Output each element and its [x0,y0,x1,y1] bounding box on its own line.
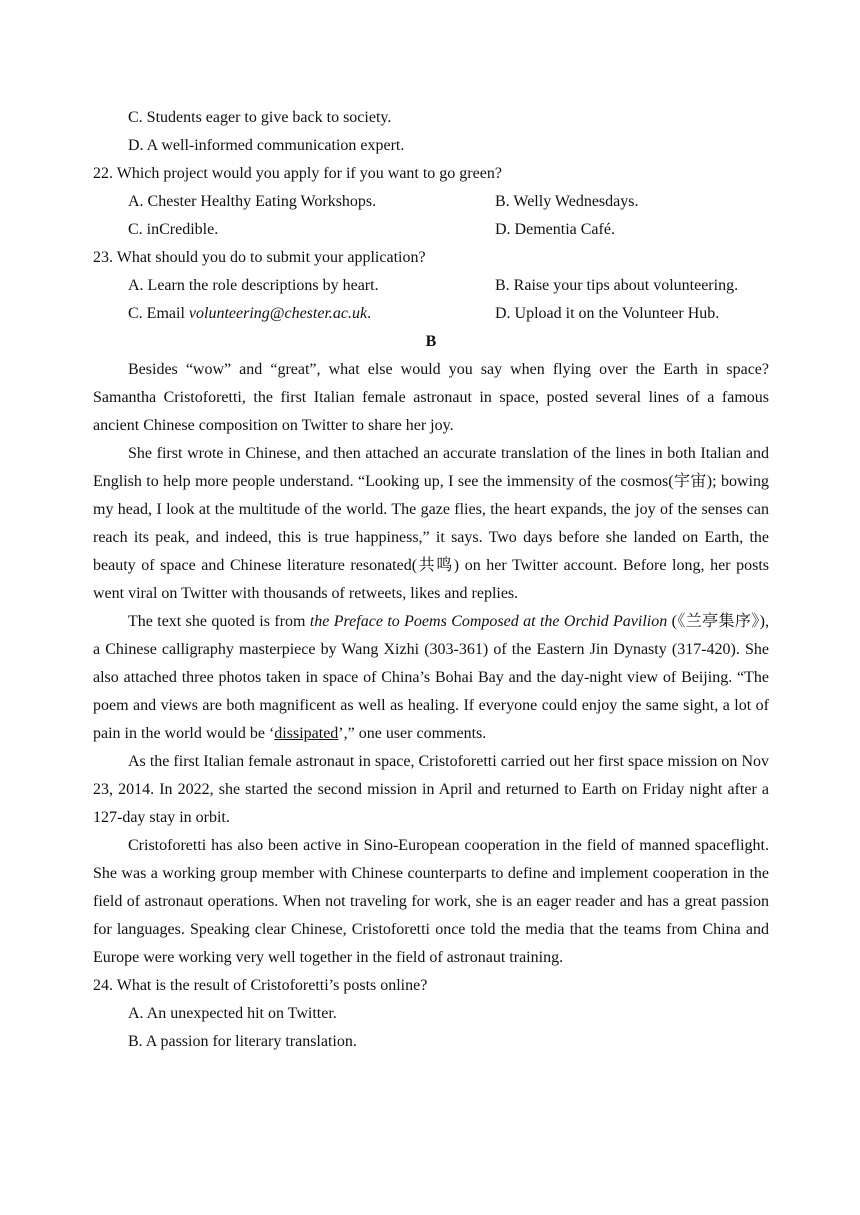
p3-underlined-word: dissipated [274,725,339,742]
passage-paragraph-1: Besides “wow” and “great”, what else would you say when flying over the Earth in space? Samantha Cristoforetti, the first Italian female astronaut in space, posted several lines of a famous ancient Chinese composition on Twitter to share her joy. [93,361,769,434]
q24-question: 24. What is the result of Cristoforetti’s posts online? [93,977,428,994]
q23-option-a: A. Learn the role descriptions by heart. [128,277,379,294]
q22-option-a: A. Chester Healthy Eating Workshops. [128,193,377,210]
q22-option-c: C. inCredible. [128,221,219,238]
q23-option-c-suffix: . [367,305,372,322]
q21-option-d: D. A well-informed communication expert. [128,137,405,154]
q22-question: 22. Which project would you apply for if you want to go green? [93,165,502,182]
p3-title: the Preface to Poems Composed at the Orchid Pavilion [309,613,668,630]
q22-option-d: D. Dementia Café. [495,221,615,238]
passage-paragraph-3 [93,608,769,748]
q23-options-row-1 [93,272,769,300]
q22-options-row-1 [93,188,769,216]
q23-option-c [93,300,495,328]
q24-option-a: A. An unexpected hit on Twitter. [128,1005,337,1022]
exam-page [93,104,769,1056]
q22-options-row-2 [93,216,769,244]
p3-text-b: (《兰亭集序》), a Chinese calligraphy masterpiece by Wang Xizhi (303-361) of the Eastern Jin Dynasty (317-420). She also attached three photos taken in space of China’s Bohai Bay and the day-night view of Beijing. “The poem and views are both magnificent as well as healing. If everyone could enjoy the same sight, a lot of pain in the world would be ‘ [93,613,770,742]
q22-option-b: B. Welly Wednesdays. [495,193,639,210]
q23-options-row-2 [93,300,769,328]
p3-text-c: ’,” one user comments. [338,725,487,742]
q23-question: 23. What should you do to submit your application? [93,249,426,266]
passage-paragraph-5: Cristoforetti has also been active in Sino-European cooperation in the field of manned spaceflight. She was a working group member with Chinese counterparts to define and implement cooperation in the field of astronaut operations. When not traveling for work, she is an eager reader and has a great passion for languages. Speaking clear Chinese, Cristoforetti once told the media that the teams from China and Europe were working very well together in the field of astronaut training. [93,837,769,966]
q21-option-c: C. Students eager to give back to society. [128,109,392,126]
section-heading: B [425,333,437,350]
q24-option-b: B. A passion for literary translation. [128,1033,357,1050]
passage-paragraph-2: She first wrote in Chinese, and then attached an accurate translation of the lines in both Italian and English to help more people understand. “Looking up, I see the immensity of the cosmos(宇宙); bowing my head, I look at the multitude of the world. The gaze flies, the heart expands, the joy of the senses can reach its peak, and indeed, this is true happiness,” it says. Two days before she landed on Earth, the beauty of space and Chinese literature resonated(共鸣) on her Twitter account. Before long, her posts went viral on Twitter with thousands of retweets, likes and replies. [93,445,769,602]
q23-option-c-prefix: C. Email [128,305,189,322]
q23-option-b: B. Raise your tips about volunteering. [495,277,739,294]
p3-text-a: The text she quoted is from [128,613,310,630]
q23-option-c-email: volunteering@chester.ac.uk [188,305,368,322]
q23-option-d: D. Upload it on the Volunteer Hub. [495,305,720,322]
passage-paragraph-4: As the first Italian female astronaut in space, Cristoforetti carried out her first space mission on Nov 23, 2014. In 2022, she started the second mission in April and returned to Earth on Friday night after a 127-day stay in orbit. [93,753,769,826]
